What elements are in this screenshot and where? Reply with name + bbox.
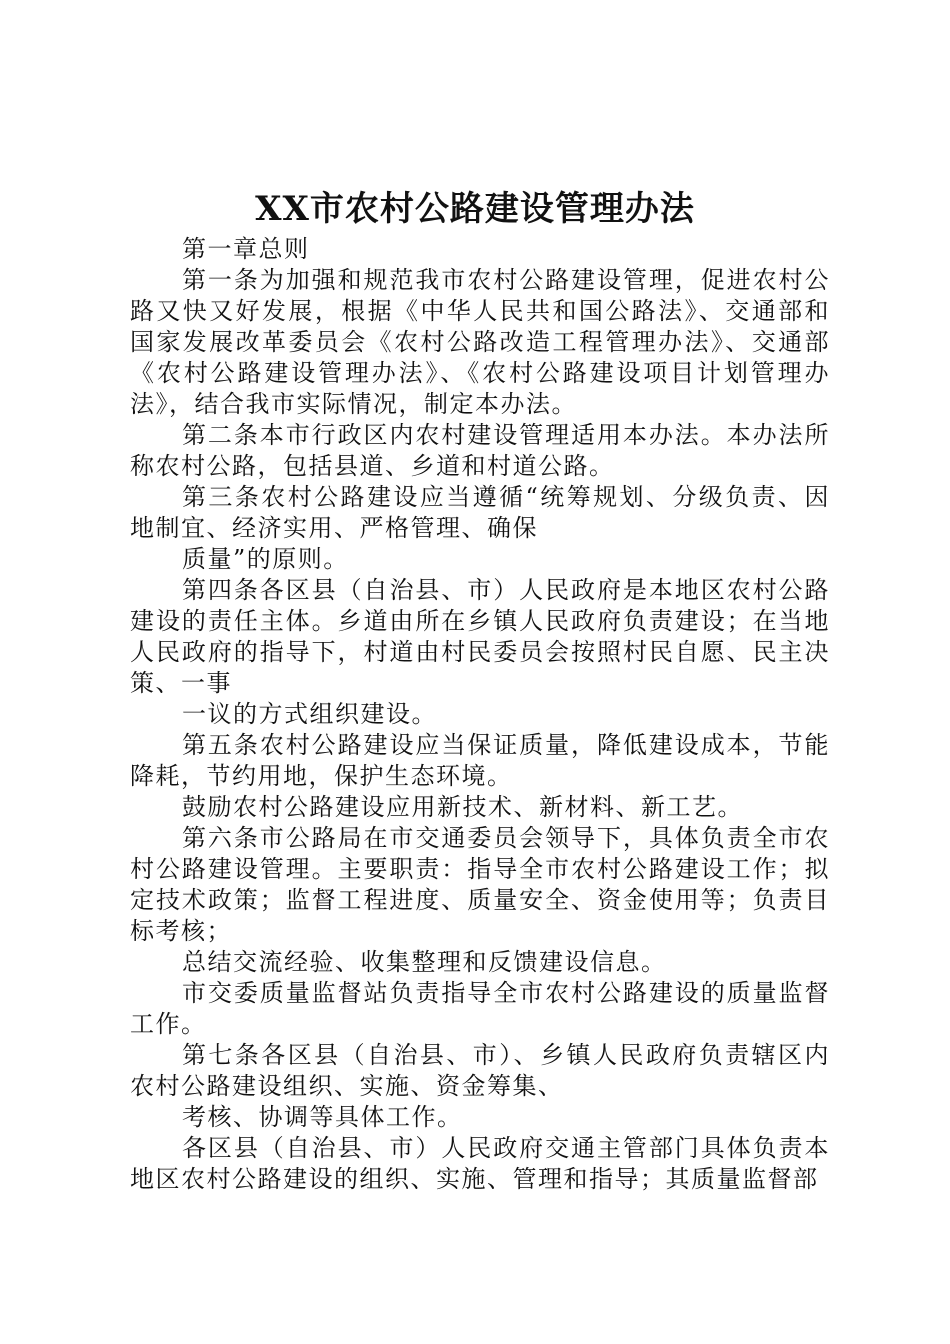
article-7-note: 各区县（自治县、市）人民政府交通主管部门具体负责本地区农村公路建设的组织、实施、管理和指导；其质量监督部 [130, 1134, 830, 1193]
article-6: 第六条市公路局在市交通委员会领导下，具体负责全市农村公路建设管理。主要职责：指导全市农村公路建设工作；拟定技术政策；监督工程进度、质量安全、资金使用等；负责目标考核； [130, 824, 830, 945]
article-2: 第二条本市行政区内农村建设管理适用本办法。本办法所称农村公路，包括县道、乡道和村道公路。 [130, 421, 830, 480]
article-4-continued: 一议的方式组织建设。 [182, 700, 437, 728]
article-6-note: 市交委质量监督站负责指导全市农村公路建设的质量监督工作。 [130, 979, 830, 1038]
article-7: 第七条各区县（自治县、市）、乡镇人民政府负责辖区内农村公路建设组织、实施、资金筹集、 [130, 1041, 830, 1100]
article-7-continued: 考核、协调等具体工作。 [182, 1103, 463, 1131]
article-5: 第五条农村公路建设应当保证质量，降低建设成本，节能降耗，节约用地，保护生态环境。 [130, 731, 830, 790]
article-4: 第四条各区县（自治县、市）人民政府是本地区农村公路建设的责任主体。乡道由所在乡镇人民政府负责建设；在当地人民政府的指导下，村道由村民委员会按照村民自愿、民主决策、一事 [130, 576, 830, 697]
document-body [130, 234, 830, 1195]
article-5-note: 鼓励农村公路建设应用新技术、新材料、新工艺。 [182, 793, 743, 821]
chapter-heading: 第一章总则 [182, 235, 310, 263]
article-3-continued: 质量”的原则。 [182, 545, 349, 573]
article-3: 第三条农村公路建设应当遵循“统筹规划、分级负责、因地制宜、经济实用、严格管理、确保 [130, 483, 830, 542]
article-1: 第一条为加强和规范我市农村公路建设管理，促进农村公路又快又好发展，根据《中华人民共和国公路法》、交通部和国家发展改革委员会《农村公路改造工程管理办法》、交通部《农村公路建设管理办法》、《农村公路建设项目计划管理办法》，结合我市实际情况，制定本办法。 [130, 266, 830, 418]
document-title: XX市农村公路建设管理办法 [255, 189, 695, 229]
article-6-continued: 总结交流经验、收集整理和反馈建设信息。 [182, 948, 667, 976]
